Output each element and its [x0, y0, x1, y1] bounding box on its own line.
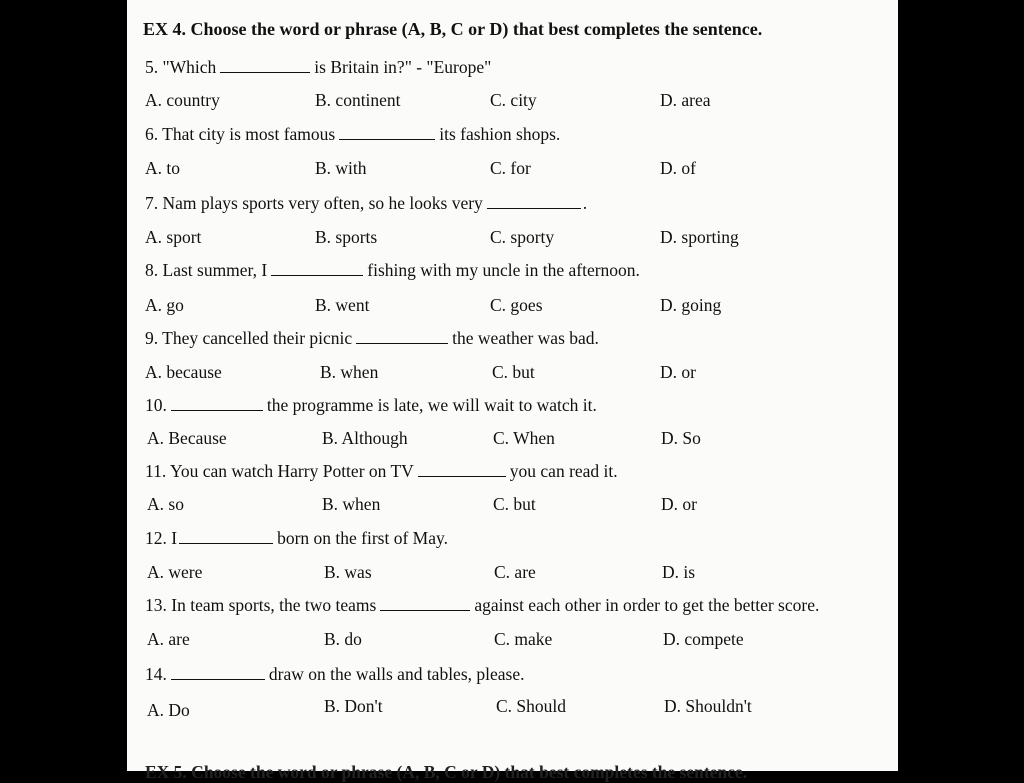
option-d: D. area	[660, 90, 711, 110]
question-text-before: 9. They cancelled their picnic	[145, 328, 353, 348]
question-text-before: 5. "Which	[145, 57, 217, 77]
question-text-before: 6. That city is most famous	[145, 124, 336, 144]
option-b: B. with	[315, 158, 367, 178]
option-b: B. sports	[315, 227, 378, 247]
question-text-after: fishing with my uncle in the afternoon.	[367, 260, 640, 280]
worksheet-page	[127, 0, 898, 782]
answer-blank	[171, 665, 265, 680]
next-exercise-title-cut-off: EX 5. Choose the word or phrase (A, B, C or D) that best completes the sentence.	[145, 762, 748, 782]
option-a: A. because	[145, 362, 222, 382]
answer-blank	[171, 396, 263, 411]
answer-blank	[220, 58, 310, 73]
question-text-after: the weather was bad.	[452, 328, 599, 348]
question-10	[145, 395, 597, 416]
question-text-after: born on the first of May.	[277, 528, 448, 548]
question-13	[145, 595, 819, 616]
option-b: B. continent	[315, 90, 401, 110]
question-text-before: 11. You can watch Harry Potter on TV	[145, 461, 414, 481]
option-d: D. is	[662, 562, 696, 582]
question-11	[145, 461, 618, 482]
option-d: D. or	[661, 494, 697, 514]
question-text-before: 14.	[145, 664, 167, 684]
option-a: A. were	[147, 562, 203, 582]
question-text-before: 13. In team sports, the two teams	[145, 595, 377, 615]
option-d: D. or	[660, 362, 696, 382]
option-a: A. sport	[145, 227, 202, 247]
option-d: D. Shouldn't	[664, 696, 752, 716]
option-b: B. was	[324, 562, 372, 582]
question-text-after: the programme is late, we will wait to watch it.	[266, 395, 597, 415]
answer-blank	[179, 529, 273, 544]
option-b: B. when	[320, 362, 379, 382]
option-c: C. goes	[490, 295, 543, 315]
exercise-title: EX 4. Choose the word or phrase (A, B, C or D) that best completes the sentence.	[143, 19, 763, 39]
question-6	[145, 124, 560, 145]
option-c: C. When	[493, 428, 555, 448]
question-text-after: its fashion shops.	[439, 124, 561, 144]
question-14	[145, 664, 525, 685]
question-text-after: you can read it.	[509, 461, 618, 481]
option-d: D. sporting	[660, 227, 739, 247]
question-8	[145, 260, 640, 281]
question-text-before: 10.	[145, 395, 167, 415]
option-d: D. So	[661, 428, 701, 448]
option-c: C. for	[490, 158, 531, 178]
question-text-before: 7. Nam plays sports very often, so he looks very	[145, 193, 483, 213]
question-7	[145, 193, 587, 214]
option-c: C. sporty	[490, 227, 555, 247]
answer-blank	[418, 462, 506, 477]
question-text-after: .	[582, 193, 588, 213]
option-a: A. Because	[147, 428, 227, 448]
option-c: C. but	[493, 494, 536, 514]
option-b: B. do	[324, 629, 362, 649]
question-text-before: 8. Last summer, I	[145, 260, 268, 280]
option-b: B. went	[315, 295, 370, 315]
answer-blank	[271, 261, 363, 276]
question-12	[145, 528, 448, 549]
option-c: C. city	[490, 90, 537, 110]
question-text-before: 12. I	[145, 528, 178, 548]
option-a: A. are	[147, 629, 190, 649]
option-a: A. to	[145, 158, 180, 178]
answer-blank	[380, 596, 470, 611]
option-d: D. of	[660, 158, 696, 178]
answer-blank	[339, 125, 435, 140]
question-9	[145, 328, 599, 349]
option-b: B. when	[322, 494, 381, 514]
question-5	[145, 57, 491, 78]
option-d: D. compete	[663, 629, 744, 649]
option-d: D. going	[660, 295, 722, 315]
option-a: A. go	[145, 295, 184, 315]
question-text-after: against each other in order to get the better score.	[474, 595, 820, 615]
option-c: C. but	[492, 362, 535, 382]
answer-blank	[356, 329, 448, 344]
option-a: A. so	[147, 494, 184, 514]
option-a: A. Do	[147, 700, 190, 720]
option-c: C. are	[494, 562, 536, 582]
option-b: B. Although	[322, 428, 408, 448]
option-c: C. make	[494, 629, 553, 649]
option-b: B. Don't	[324, 696, 383, 716]
question-text-after: draw on the walls and tables, please.	[268, 664, 525, 684]
question-text-after: is Britain in?" - "Europe"	[314, 57, 492, 77]
answer-blank	[487, 194, 581, 209]
option-c: C. Should	[496, 696, 567, 716]
option-a: A. country	[145, 90, 220, 110]
